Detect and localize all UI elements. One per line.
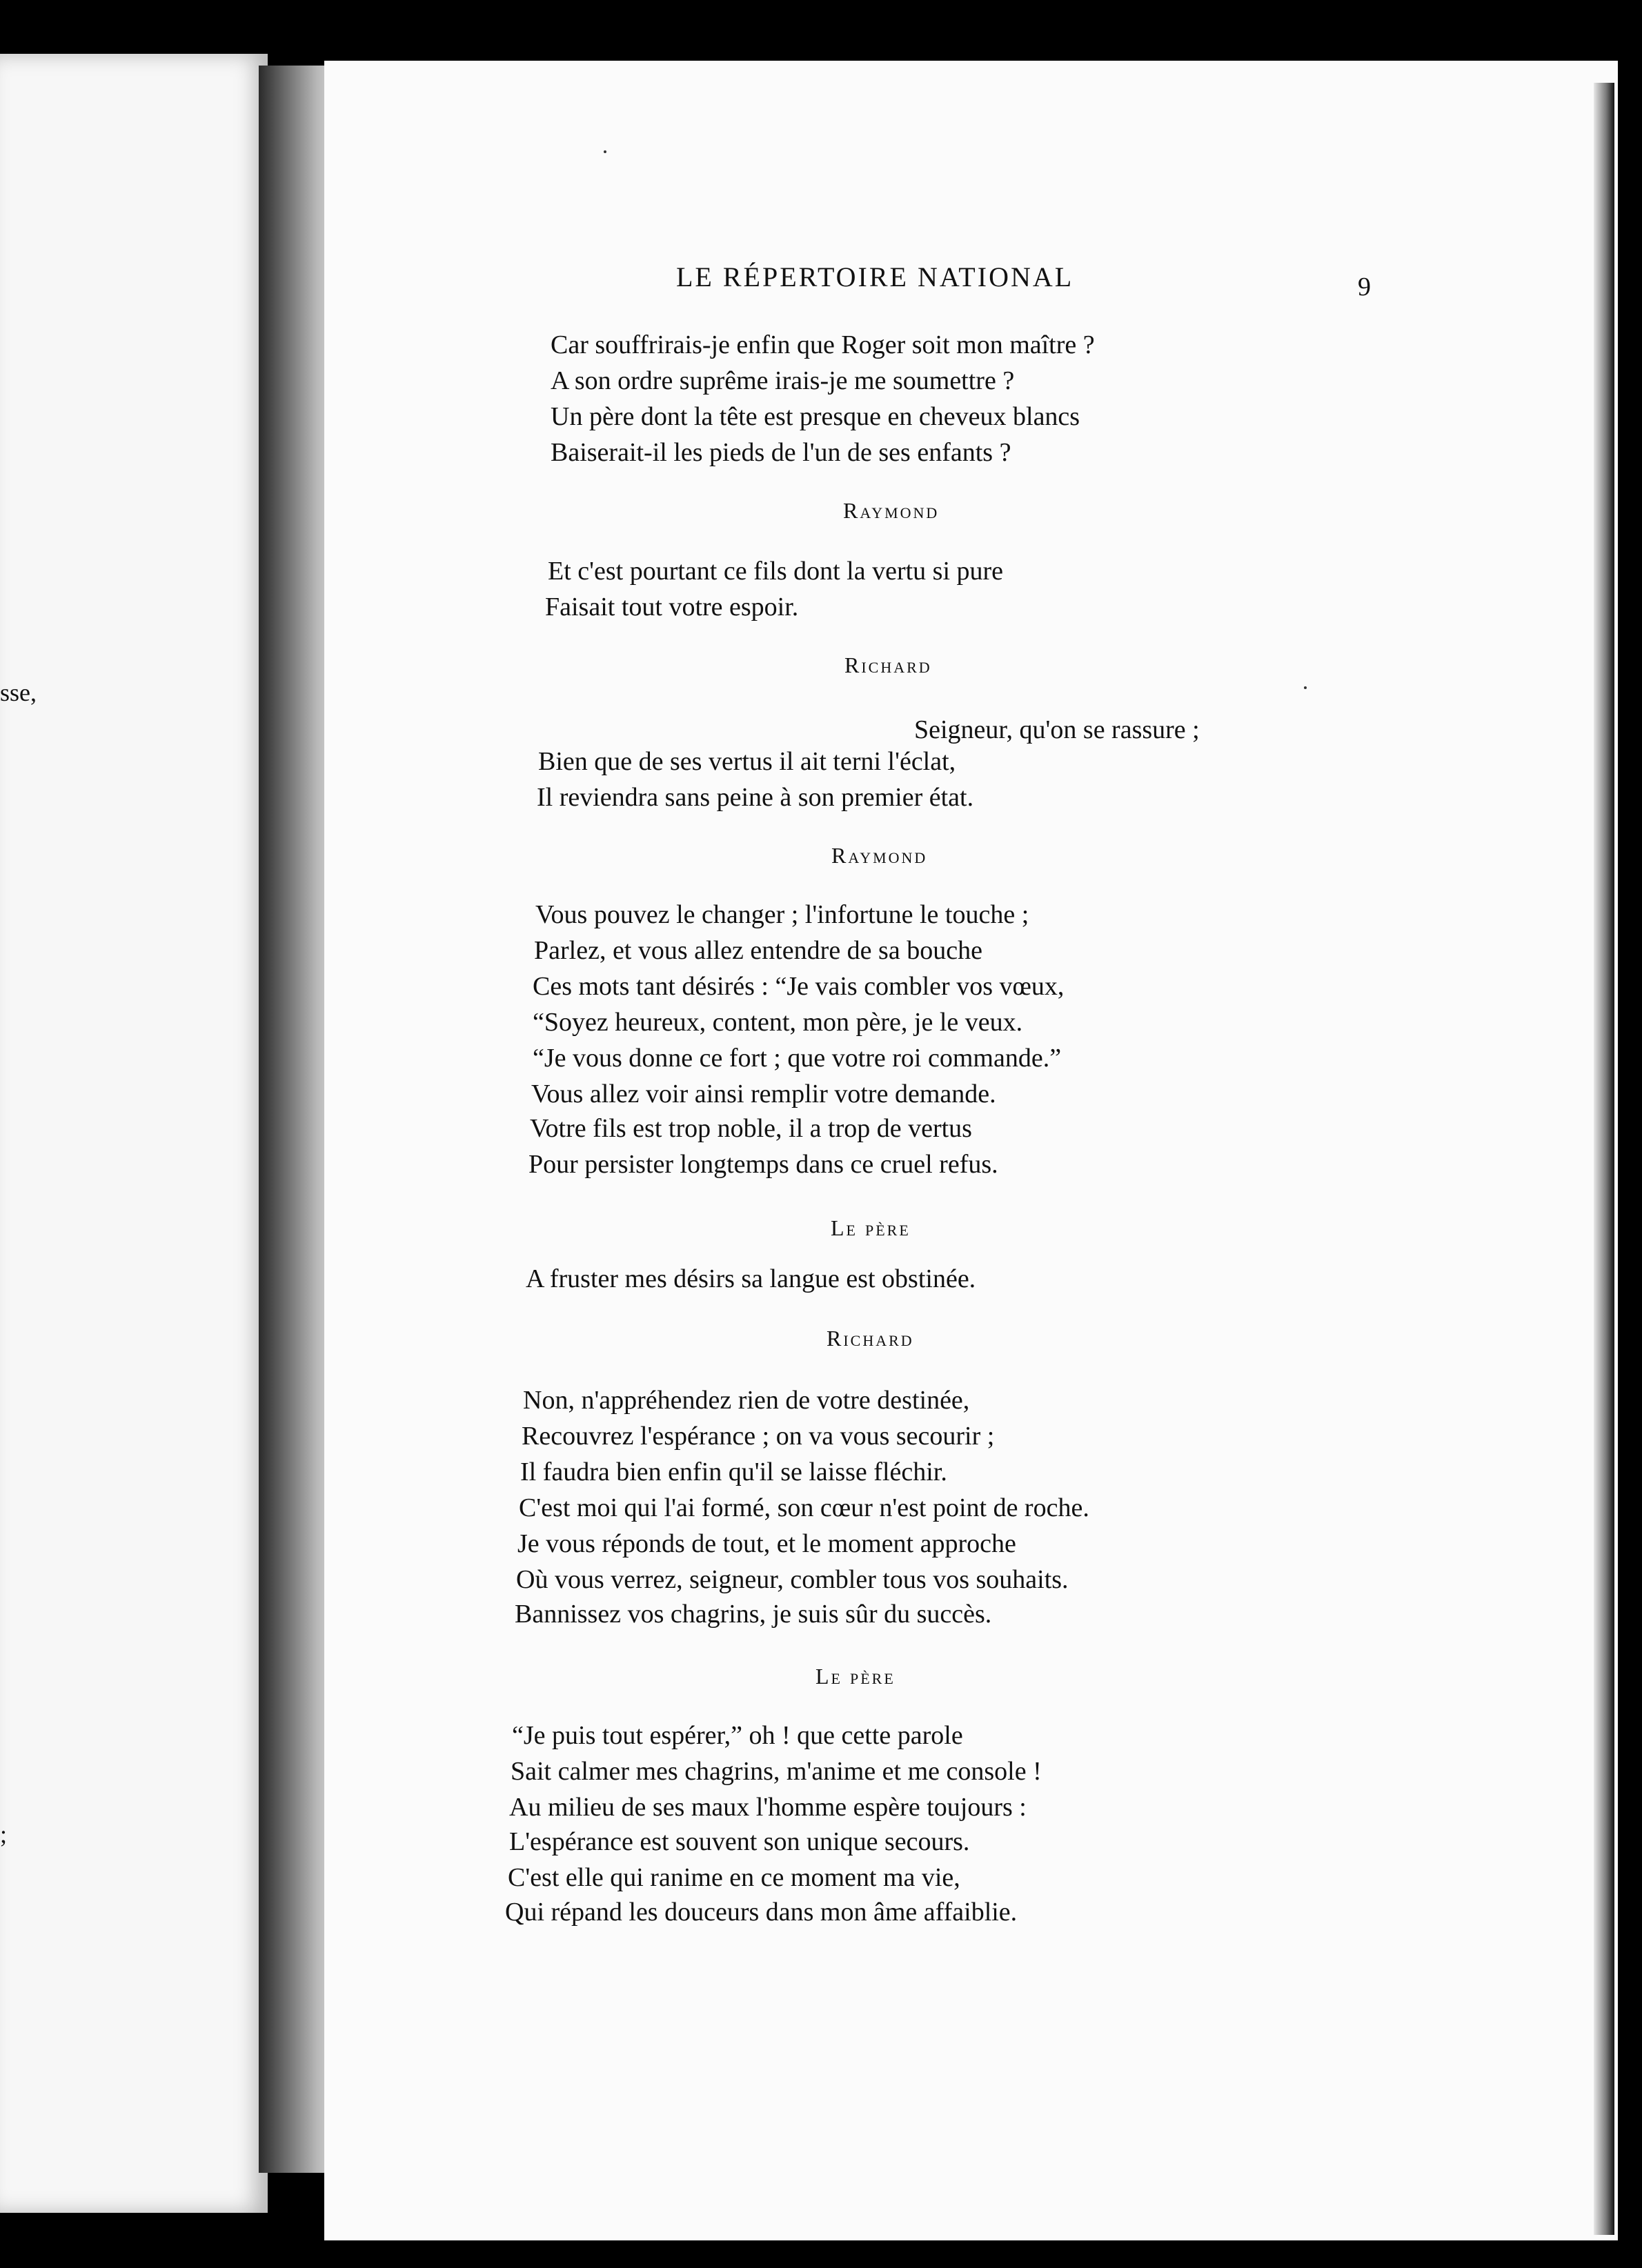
speaker-name: Raymond [843, 498, 940, 523]
verse-line: Vous allez voir ainsi remplir votre demande. [531, 1080, 996, 1108]
verse-line: Un père dont la tête est presque en cheveux blancs [551, 402, 1080, 431]
speaker-name: Richard [827, 1326, 914, 1351]
verse-line: Bien que de ses vertus il ait terni l'éclat, [538, 747, 956, 776]
verse-line: A fruster mes désirs sa langue est obstinée. [526, 1264, 976, 1293]
left-page-fragment: ; [0, 1820, 8, 1848]
left-page [0, 54, 268, 2213]
verse-line: Sait calmer mes chagrins, m'anime et me console ! [511, 1757, 1042, 1786]
scan-speck [604, 150, 606, 153]
verse-line: Et c'est pourtant ce fils dont la vertu si pure [548, 557, 1004, 586]
verse-line: Où vous verrez, seigneur, combler tous vos souhaits. [516, 1565, 1069, 1594]
speaker-name: Le père [815, 1664, 896, 1689]
verse-line: Pour persister longtemps dans ce cruel refus. [528, 1150, 998, 1179]
verse-line: Vous pouvez le changer ; l'infortune le touche ; [535, 900, 1029, 929]
verse-line: C'est moi qui l'ai formé, son cœur n'est point de roche. [519, 1493, 1089, 1522]
verse-line: Au milieu de ses maux l'homme espère toujours : [509, 1793, 1027, 1822]
speaker-name: Richard [844, 653, 932, 677]
verse-line: Faisait tout votre espoir. [545, 593, 799, 621]
verse-line: Ces mots tant désirés : “Je vais combler vos vœux, [533, 972, 1065, 1001]
verse-line: Il faudra bien enfin qu'il se laisse fléchir. [520, 1458, 947, 1486]
verse-line: Il reviendra sans peine à son premier état. [537, 783, 974, 812]
page-number: 9 [1358, 272, 1371, 301]
verse-line: Car souffrirais-je enfin que Roger soit mon maître ? [551, 330, 1095, 359]
verse-line: “Je vous donne ce fort ; que votre roi commande.” [533, 1044, 1062, 1073]
verse-line: L'espérance est souvent son unique secours. [509, 1827, 970, 1856]
speaker-name: Raymond [831, 843, 928, 868]
verse-line: Recouvrez l'espérance ; on va vous secourir ; [522, 1422, 995, 1451]
verse-line: A son ordre suprême irais-je me soumettre ? [551, 366, 1015, 395]
verse-line: Parlez, et vous allez entendre de sa bouche [534, 936, 982, 965]
verse-line: Baiserait-il les pieds de l'un de ses enfants ? [551, 438, 1011, 467]
scan-speck [1304, 686, 1307, 689]
page-edge [1594, 83, 1614, 2235]
speaker-name: Le père [831, 1215, 911, 1240]
verse-line: Non, n'appréhendez rien de votre destinée, [523, 1386, 970, 1415]
verse-line: Je vous réponds de tout, et le moment approche [517, 1529, 1016, 1558]
verse-line: C'est elle qui ranime en ce moment ma vie, [508, 1863, 960, 1892]
running-head: LE RÉPERTOIRE NATIONAL [676, 261, 1074, 292]
left-page-fragment: sse, [0, 679, 37, 706]
verse-line: Votre fils est trop noble, il a trop de vertus [530, 1114, 972, 1143]
verse-line: Seigneur, qu'on se rassure ; [914, 715, 1200, 744]
verse-line: Qui répand les douceurs dans mon âme affaiblie. [505, 1898, 1018, 1927]
verse-line: “Je puis tout espérer,” oh ! que cette parole [512, 1721, 963, 1750]
verse-line: Bannissez vos chagrins, je suis sûr du succès. [515, 1600, 992, 1629]
verse-line: “Soyez heureux, content, mon père, je le veux. [533, 1008, 1023, 1037]
